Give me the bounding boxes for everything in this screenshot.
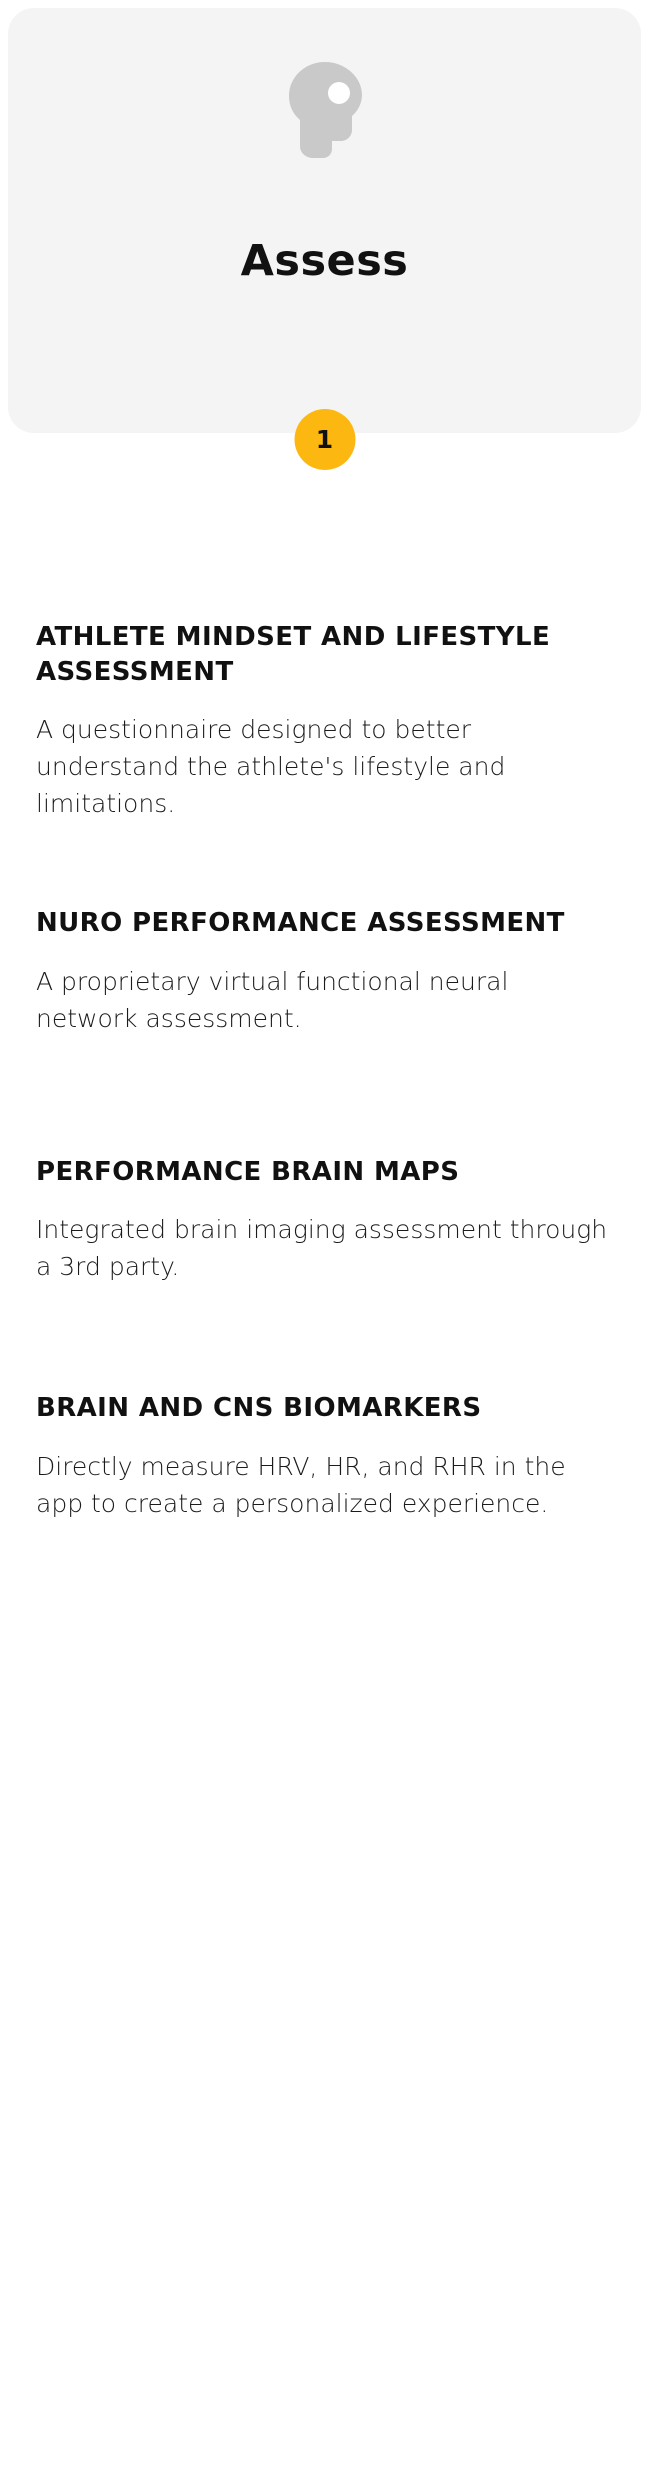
list-item-title: ATHLETE MINDSET AND LIFESTYLE ASSESSMENT [36,622,551,687]
list-item-description: Integrated brain imaging assessment through a 3rd party. [36,1215,608,1282]
head-profile-icon [277,60,373,160]
spacer [36,822,613,906]
step-number-badge [294,409,355,470]
list-item-title: NURO PERFORMANCE ASSESSMENT [36,908,565,939]
spacer [36,1037,613,1155]
page-title: Assess [240,236,409,286]
step-number-label: 1 [315,425,334,454]
list-item [36,906,613,1037]
list-item [36,620,613,822]
list-item-title: BRAIN AND CNS BIOMARKERS [36,1393,482,1424]
list-item-description: A proprietary virtual functional neural network assessment. [36,966,509,1033]
hero-card [8,8,641,433]
list-item-description: A questionnaire designed to better understand the athlete's lifestyle and limitations. [36,715,506,819]
list-item [36,1155,613,1286]
list-item-description: Directly measure HRV, HR, and RHR in the app to create a personalized experience. [36,1451,566,1518]
assessment-item-list [0,620,649,1522]
list-item [36,1391,613,1522]
list-item-title: PERFORMANCE BRAIN MAPS [36,1156,460,1187]
spacer [36,1285,613,1391]
